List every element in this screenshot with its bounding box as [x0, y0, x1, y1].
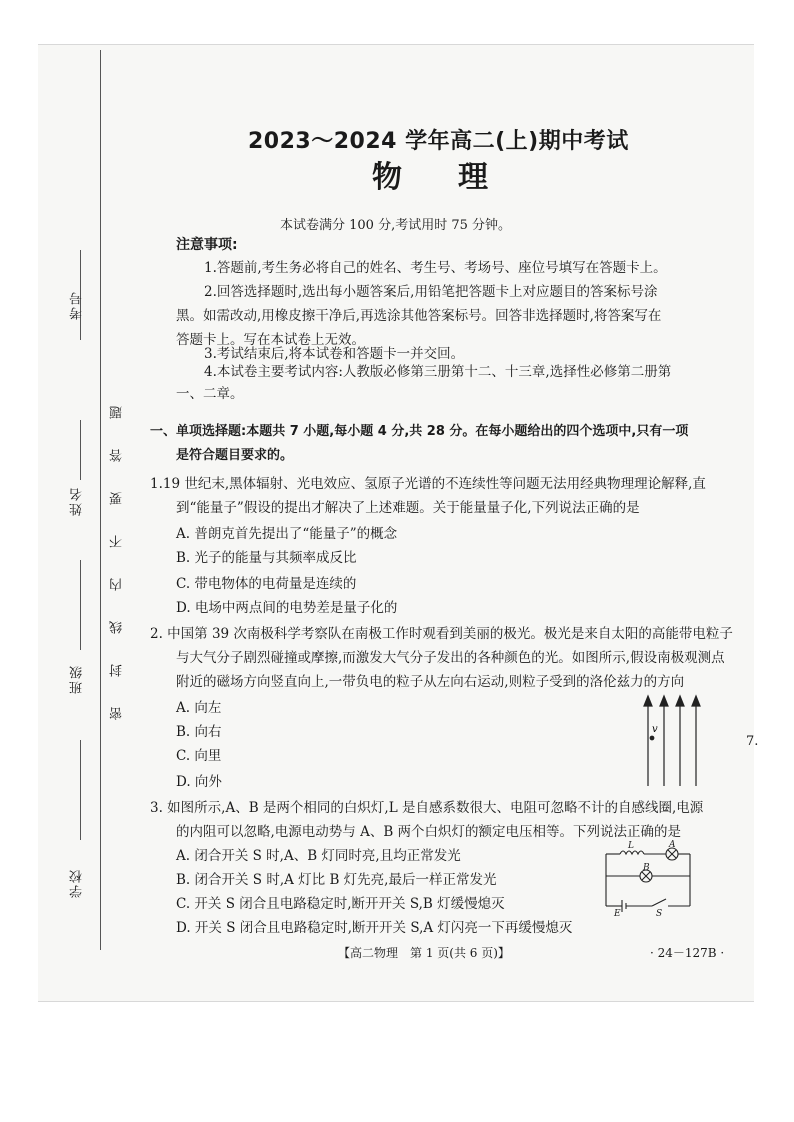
q1-stem: 1.19 世纪末,黑体辐射、光电效应、氢原子光谱的不连续性等问题无法用经典物理理论解释,直 — [150, 476, 706, 492]
q3-stem: 3. 如图所示,A、B 是两个相同的白炽灯,L 是自感系数很大、电阻可忽略不计的自感线圈,电源 — [150, 800, 704, 816]
seal-warning: 密封线内不要答题 — [110, 376, 125, 720]
q2-stem: 2. 中国第 39 次南极科学考察队在南极工作时观看到美丽的极光。极光是来自太阳的高能带电粒子 — [150, 626, 733, 642]
q3-option-d: D. 开关 S 闭合且电路稳定时,断开开关 S,A 灯闪亮一下再缓慢熄灭 — [176, 920, 573, 936]
q3-option-c: C. 开关 S 闭合且电路稳定时,断开开关 S,B 灯缓慢熄灭 — [176, 896, 505, 912]
notice-line: 2.回答选择题时,选出每小题答案后,用铅笔把答题卡上对应题目的答案标号涂 — [204, 284, 658, 300]
stray-mark: 7. — [746, 734, 759, 749]
q3-stem: 的内阻可以忽略,电源电动势与 A、B 两个白炽灯的额定电压相等。下列说法正确的是 — [176, 824, 682, 840]
section-heading: 一、单项选择题:本题共 7 小题,每小题 4 分,共 28 分。在每小题给出的四个选项中,只有一项 — [150, 424, 689, 439]
paper-code: · 24－127B · — [650, 946, 725, 960]
exam-title: 2023～2024 学年高二(上)期中考试 — [248, 129, 629, 154]
notice-line: 一、二章。 — [176, 386, 244, 402]
notice-heading: 注意事项: — [176, 237, 238, 253]
class-label: 班级 — [70, 664, 85, 694]
q1-option-d: D. 电场中两点间的电势差是量子化的 — [176, 600, 398, 616]
notice-line: 4.本试卷主要考试内容:人教版必修第三册第十二、十三章,选择性必修第二册第 — [204, 364, 672, 380]
q3-fig-lamp-a-label: A — [669, 840, 676, 850]
name-label: 姓名 — [70, 486, 85, 516]
q2-fig-velocity-label: v — [652, 724, 658, 735]
q2-option-a: A. 向左 — [176, 700, 222, 716]
q1-stem: 到“能量子”假设的提出才解决了上述难题。关于能量量子化,下列说法正确的是 — [176, 500, 640, 516]
q3-circuit-figure — [600, 840, 696, 916]
notice-line: 答题卡上。写在本试卷上无效。 — [176, 332, 365, 348]
q3-fig-lamp-b-label: B — [643, 863, 650, 873]
page-footer: 【高二物理 第 1 页(共 6 页)】 — [338, 946, 510, 960]
notice-line: 3.考试结束后,将本试卷和答题卡一并交回。 — [204, 346, 465, 362]
q3-fig-coil-label: L — [628, 841, 634, 851]
q2-option-d: D. 向外 — [176, 774, 222, 790]
subject-title: 物理 — [372, 160, 544, 195]
binding-line — [100, 50, 101, 950]
q2-magnetic-field-figure — [640, 694, 704, 790]
q2-option-b: B. 向右 — [176, 724, 222, 740]
school-underline — [80, 740, 81, 840]
q1-option-c: C. 带电物体的电荷量是连续的 — [176, 576, 357, 592]
q3-option-b: B. 闭合开关 S 时,A 灯比 B 灯先亮,最后一样正常发光 — [176, 872, 497, 888]
q3-option-a: A. 闭合开关 S 时,A、B 灯同时亮,且均正常发光 — [176, 848, 461, 864]
q1-option-b: B. 光子的能量与其频率成反比 — [176, 550, 357, 566]
class-underline — [80, 560, 81, 650]
q1-option-a: A. 普朗克首先提出了“能量子”的概念 — [176, 526, 398, 542]
notice-line: 黑。如需改动,用橡皮擦干净后,再选涂其他答案标号。回答非选择题时,将答案写在 — [176, 308, 662, 324]
school-label: 学校 — [70, 868, 85, 898]
exam-info: 本试卷满分 100 分,考试用时 75 分钟。 — [280, 218, 512, 233]
q3-fig-battery-label: E — [614, 909, 621, 916]
q2-stem: 与大气分子剧烈碰撞或摩擦,而激发大气分子发出的各种颜色的光。如图所示,假设南极观测点 — [176, 650, 725, 666]
q3-fig-switch-label: S — [656, 909, 663, 916]
notice-line: 1.答题前,考生务必将自己的姓名、考生号、考场号、座位号填写在答题卡上。 — [204, 260, 667, 276]
exam-no-label: 考号 — [70, 290, 85, 320]
q2-stem: 附近的磁场方向竖直向上,一带负电的粒子从左向右运动,则粒子受到的洛伦兹力的方向 — [176, 674, 685, 690]
name-underline — [80, 420, 81, 480]
section-heading-cont: 是符合题目要求的。 — [176, 448, 294, 463]
q2-option-c: C. 向里 — [176, 748, 222, 764]
